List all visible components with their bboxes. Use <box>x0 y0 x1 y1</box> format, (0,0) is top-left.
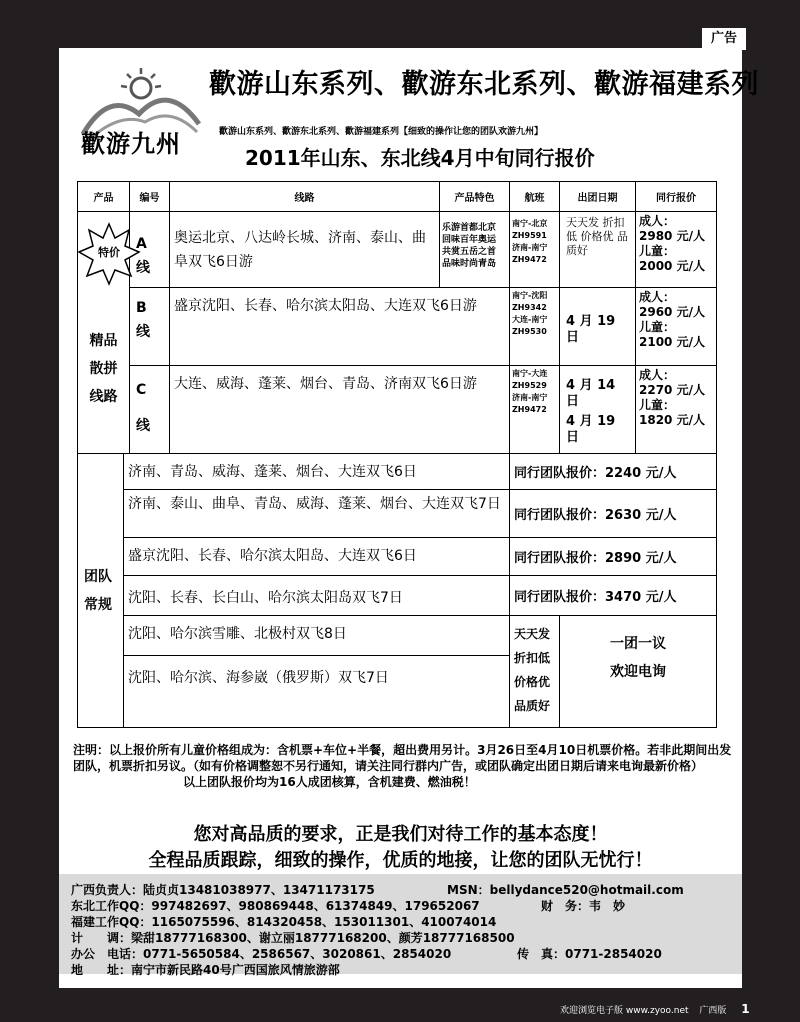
child-price: 1820 元/人 <box>639 413 705 427</box>
badge-label: 特价 <box>98 246 120 259</box>
team-price-2: 同行团队报价：2630 元/人 <box>510 490 716 538</box>
team-date: 天天发 折扣低 价格优 品质好 <box>510 616 560 727</box>
adult-label: 成人： <box>639 290 676 304</box>
line-c-route: 大连、威海、蓬莱、烟台、青岛、济南双飞6日游 <box>170 366 510 454</box>
flight-number: ZH9591 <box>512 231 547 240</box>
line-a-flights <box>510 212 560 288</box>
line-a-feature: 乐游首都北京 回味百年奥运 共赏五岳之首 品味时尚青岛 <box>440 212 510 288</box>
child-price: 2000 元/人 <box>639 259 705 273</box>
category-premium-line1: 精品 <box>89 332 118 349</box>
line-c-date <box>560 366 636 454</box>
adult-price: 2980 元/人 <box>639 229 705 243</box>
category-team-line2: 常规 <box>84 596 112 613</box>
col-header-product: 产品 <box>78 182 130 212</box>
contact-fujian-qq: 福建工作QQ：1165075596、814320458、153011301、410074014 <box>71 915 497 929</box>
departure-date: 4 月 14 日 <box>566 378 616 409</box>
line-b-suffix: 线 <box>136 324 150 340</box>
line-b-id <box>130 288 170 366</box>
contact-manager: 广西负责人：陆贞贞13481038977、13471173175 <box>71 883 375 897</box>
contact-finance: 财 务：韦 妙 <box>541 899 626 913</box>
flight-number: ZH9342 <box>512 303 547 312</box>
contact-planners: 计 调：梁甜18777168300、谢立丽18777168200、颜芳18777168500 <box>71 931 515 945</box>
line-b-flights <box>510 288 560 366</box>
page-number: 1 <box>741 1002 750 1016</box>
flight-number: ZH9472 <box>512 405 547 414</box>
flight-route: 南宁-大连 <box>512 369 548 378</box>
special-price-badge <box>77 222 141 286</box>
subline: 歡游山东系列、歡游东北系列、歡游福建系列【细致的操作让您的团队欢游九州】 <box>219 127 544 137</box>
child-label: 儿童： <box>639 244 676 258</box>
team-price-1: 同行团队报价：2240 元/人 <box>510 454 716 490</box>
slogan-1: 您对高品质的要求，正是我们对待工作的基本态度！ <box>193 824 608 845</box>
col-header-route: 线路 <box>170 182 440 212</box>
line-b-date: 4 月 19 日 <box>560 288 636 366</box>
team-route-5: 沈阳、哈尔滨雪雕、北极村双飞8日 <box>124 616 510 656</box>
col-header-feature: 产品特色 <box>440 182 510 212</box>
category-premium-line3: 线路 <box>89 388 118 405</box>
child-price: 2100 元/人 <box>639 335 705 349</box>
line-a-letter: A <box>136 236 147 252</box>
footer-site: 欢迎浏览电子版 www.zyoo.net <box>560 1006 689 1016</box>
flight-route: 济南-南宁 <box>512 243 548 252</box>
flight-route: 大连-南宁 <box>512 315 548 324</box>
category-premium-line2: 散拼 <box>89 360 118 377</box>
team-route-2: 济南、泰山、曲阜、青岛、威海、蓬莱、烟台、大连双飞7日 <box>124 490 510 538</box>
adult-price: 2960 元/人 <box>639 305 705 319</box>
line-c-suffix: 线 <box>136 418 150 434</box>
line-b-price <box>636 288 716 366</box>
team-quote <box>560 616 716 727</box>
adult-label: 成人： <box>639 368 676 382</box>
line-b-letter: B <box>136 300 147 316</box>
advertisement-page <box>59 48 759 988</box>
ad-tag: 广告 <box>702 28 746 50</box>
contact-northeast-qq: 东北工作QQ：997482697、980869448、61374849、179652067 <box>71 899 480 913</box>
team-price-3: 同行团队报价：2890 元/人 <box>510 538 716 576</box>
child-label: 儿童： <box>639 320 676 334</box>
page-title: 2011年山东、东北线4月中旬同行报价 <box>245 146 595 170</box>
contact-office-phone: 办公 电话：0771-5650584、2586567、3020861、2854020 <box>71 947 452 961</box>
headline: 歡游山东系列、歡游东北系列、歡游福建系列 <box>209 69 759 100</box>
line-c-flights <box>510 366 560 454</box>
flight-number: ZH9529 <box>512 381 547 390</box>
team-route-4: 沈阳、长春、长白山、哈尔滨太阳岛双飞7日 <box>124 576 510 616</box>
adult-label: 成人： <box>639 214 676 228</box>
flight-route: 南宁-沈阳 <box>512 291 548 300</box>
flight-route: 南宁-北京 <box>512 219 548 228</box>
contact-block <box>59 874 742 977</box>
flight-route: 济南-南宁 <box>512 393 548 402</box>
col-header-flight: 航班 <box>510 182 560 212</box>
footer <box>560 1002 750 1016</box>
footer-edition: 广西版 <box>699 1006 727 1016</box>
team-route-6: 沈阳、哈尔滨、海参崴（俄罗斯）双飞7日 <box>124 656 510 727</box>
line-c-letter: C <box>136 382 147 398</box>
contact-fax: 传 真：0771-2854020 <box>517 947 662 961</box>
flight-number: ZH9472 <box>512 255 547 264</box>
team-route-1: 济南、青岛、威海、蓬莱、烟台、大连双飞6日 <box>124 454 510 490</box>
line-c-id <box>130 366 170 454</box>
category-team <box>78 454 124 727</box>
line-a-date: 天天发 折扣低 价格优 品质好 <box>560 212 636 288</box>
price-table <box>77 181 717 728</box>
team-quote-line2: 欢迎电询 <box>610 664 666 680</box>
contact-address: 地 址：南宁市新民路40号广西国旅风情旅游部 <box>71 963 340 977</box>
logo-text: 歡游九州 <box>81 129 181 158</box>
adult-price: 2270 元/人 <box>639 383 705 397</box>
flight-number: ZH9530 <box>512 327 547 336</box>
category-team-line1: 团队 <box>84 568 112 585</box>
team-price-4: 同行团队报价：3470 元/人 <box>510 576 716 616</box>
col-header-price: 同行报价 <box>636 182 716 212</box>
line-a-route: 奥运北京、八达岭长城、济南、泰山、曲阜双飞6日游 <box>170 212 440 288</box>
col-header-date: 出团日期 <box>560 182 636 212</box>
line-a-price <box>636 212 716 288</box>
col-header-code: 编号 <box>130 182 170 212</box>
line-b-route: 盛京沈阳、长春、哈尔滨太阳岛、大连双飞6日游 <box>170 288 510 366</box>
team-route-3: 盛京沈阳、长春、哈尔滨太阳岛、大连双飞6日 <box>124 538 510 576</box>
line-c-price <box>636 366 716 454</box>
child-label: 儿童： <box>639 398 676 412</box>
departure-date: 4 月 19 日 <box>566 414 616 445</box>
contact-msn: MSN：bellydance520@hotmail.com <box>447 883 684 897</box>
note-group-size: 以上团队报价均为16人成团核算，含机建费、燃油税！ <box>183 775 476 789</box>
note-pricing: 注明：以上报价所有儿童价格组成为：含机票+车位+半餐，超出费用另计。3月26日至4月10日机票价格。若非此期间出发团队，机票折扣另议。（如有价格调整恕不另行通知，请关注同行群内广告，或团队确定出团日期后请来电询最新价格） <box>73 743 732 773</box>
slogan-2: 全程品质跟踪，细致的操作，优质的地接，让您的团队无忧行！ <box>148 850 653 871</box>
line-a-suffix: 线 <box>136 260 150 276</box>
notes <box>73 742 733 790</box>
team-quote-line1: 一团一议 <box>610 636 666 652</box>
